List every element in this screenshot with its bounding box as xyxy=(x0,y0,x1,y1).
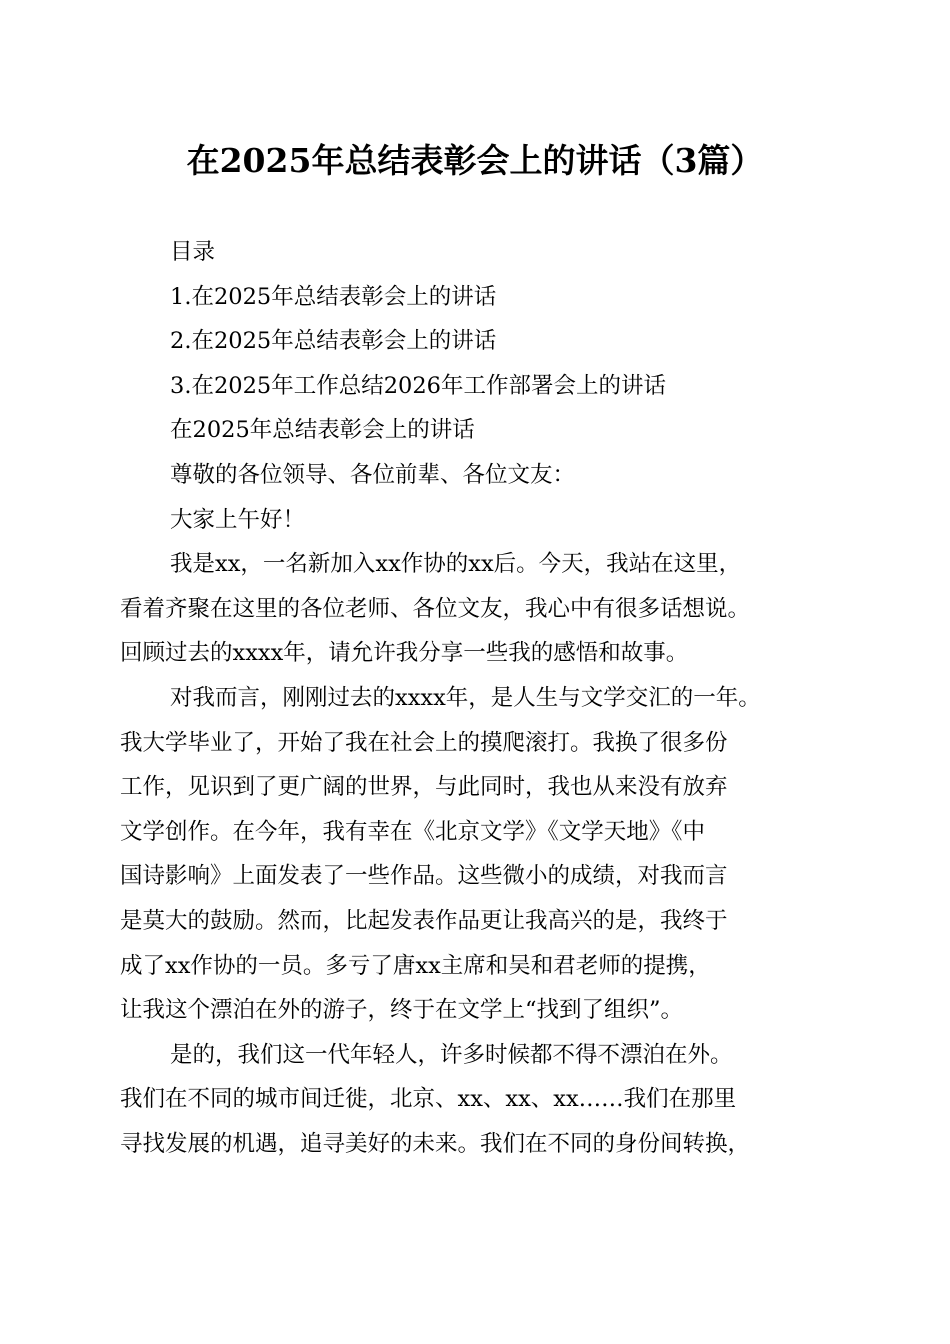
paragraph-line: 工作，见识到了更广阔的世界，与此同时，我也从来没有放弃 xyxy=(120,774,728,800)
paragraph-line: 让我这个漂泊在外的游子，终于在文学上“找到了组织”。 xyxy=(120,997,684,1023)
paragraph-line: 回顾过去的xxxx年，请允许我分享一些我的感悟和故事。 xyxy=(120,640,689,666)
toc-heading: 目录 xyxy=(170,239,216,265)
paragraph-line: 我们在不同的城市间迁徙，北京、xx、xx、xx……我们在那里 xyxy=(120,1086,737,1112)
paragraph-line: 是的，我们这一代年轻人，许多时候都不得不漂泊在外。 xyxy=(170,1042,733,1068)
paragraph-line: 成了xx作协的一员。多亏了唐xx主席和吴和君老师的提携， xyxy=(120,953,711,979)
toc-item: 1.在2025年总结表彰会上的讲话 xyxy=(170,284,497,310)
document-title: 在2025年总结表彰会上的讲话（3篇） xyxy=(186,141,764,180)
toc-item: 3.在2025年工作总结2026年工作部署会上的讲话 xyxy=(170,373,666,399)
paragraph-line: 对我而言，刚刚过去的xxxx年，是人生与文学交汇的一年。 xyxy=(170,685,761,711)
paragraph-line: 我是xx，一名新加入xx作协的xx后。今天，我站在这里， xyxy=(170,551,742,577)
paragraph-line: 看着齐聚在这里的各位老师、各位文友，我心中有很多话想说。 xyxy=(120,596,751,622)
paragraph-line: 国诗影响》上面发表了一些作品。这些微小的成绩，对我而言 xyxy=(120,863,728,889)
section-title: 在2025年总结表彰会上的讲话 xyxy=(170,417,475,443)
paragraph-line: 我大学毕业了，开始了我在社会上的摸爬滚打。我换了很多份 xyxy=(120,730,728,756)
paragraph-line: 是莫大的鼓励。然而，比起发表作品更让我高兴的是，我终于 xyxy=(120,908,728,934)
toc-item: 2.在2025年总结表彰会上的讲话 xyxy=(170,328,497,354)
paragraph-line: 寻找发展的机遇，追寻美好的未来。我们在不同的身份间转换， xyxy=(120,1131,751,1157)
greeting: 大家上午好！ xyxy=(170,507,306,533)
paragraph-line: 文学创作。在今年，我有幸在《北京文学》《文学天地》《中 xyxy=(120,819,706,845)
salutation: 尊敬的各位领导、各位前辈、各位文友： xyxy=(170,462,576,488)
